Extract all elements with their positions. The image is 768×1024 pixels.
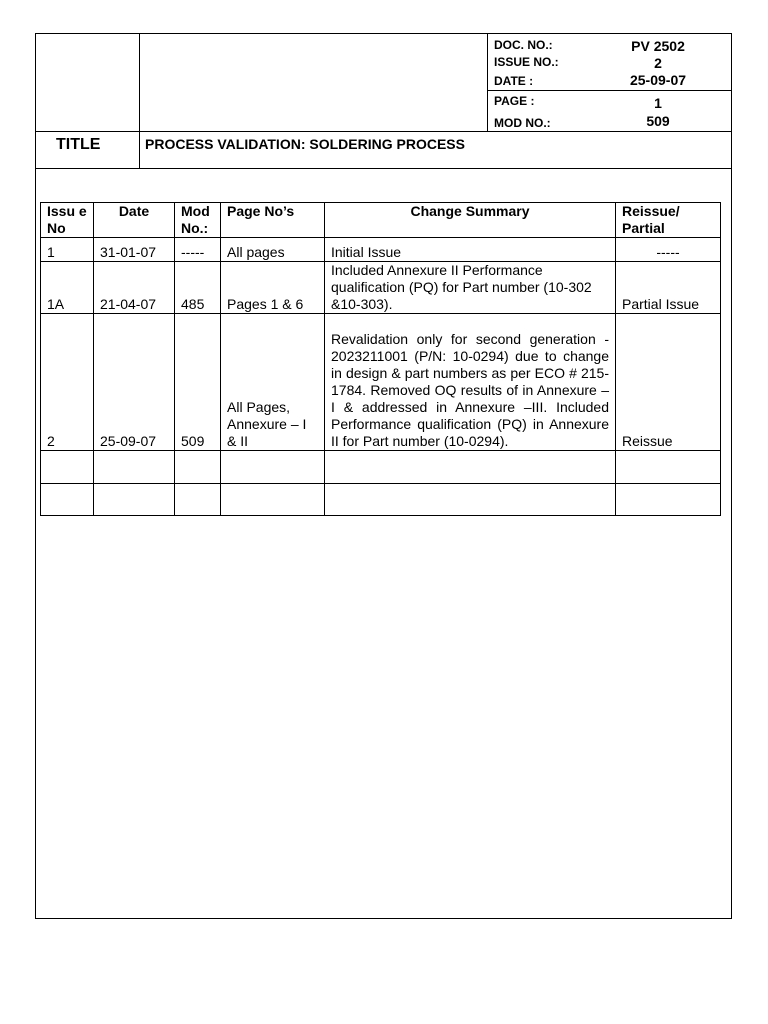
mod-no-cell [175, 451, 221, 484]
page-value: 1 [654, 95, 662, 111]
header-divider [585, 90, 732, 91]
table-row [41, 314, 721, 451]
column-header: Mod No.: [175, 203, 221, 238]
reissue-partial-cell: Reissue [616, 314, 721, 451]
header-divider [139, 33, 140, 168]
reissue-partial-cell: Partial Issue [616, 262, 721, 314]
table-row [41, 484, 721, 516]
mod-no-cell: 509 [175, 314, 221, 451]
mod-no-value: 509 [646, 113, 670, 129]
page-nos-cell [221, 451, 325, 484]
table-row [41, 451, 721, 484]
reissue-partial-cell [616, 484, 721, 516]
column-header: Date [94, 203, 175, 238]
column-header: Issu e No [41, 203, 94, 238]
date-label: DATE : [494, 74, 534, 88]
title-label: TITLE [56, 136, 101, 153]
doc-no-label: DOC. NO.: [494, 38, 553, 52]
issue-no-cell: 1 [41, 238, 94, 262]
revision-history-table [40, 202, 721, 516]
issue-no-cell: 2 [41, 314, 94, 451]
reissue-partial-cell: ----- [616, 238, 721, 262]
change-summary-cell: Initial Issue [325, 238, 616, 262]
date-cell [94, 451, 175, 484]
header-divider [487, 33, 488, 131]
change-summary-cell: Included Annexure II Performance qualification (PQ) for Part number (10-302 &10-303). [325, 262, 616, 314]
page-nos-cell: Pages 1 & 6 [221, 262, 325, 314]
issue-no-cell [41, 484, 94, 516]
issue-no-value: 2 [654, 55, 662, 71]
page-nos-cell: All pages [221, 238, 325, 262]
table-row [41, 238, 721, 262]
date-cell: 21-04-07 [94, 262, 175, 314]
mod-no-label: MOD NO.: [494, 116, 551, 130]
column-header: Reissue/ Partial [616, 203, 721, 238]
mod-no-cell: 485 [175, 262, 221, 314]
change-summary-cell [325, 451, 616, 484]
date-cell: 31-01-07 [94, 238, 175, 262]
column-header: Change Summary [325, 203, 616, 238]
mod-no-cell: ----- [175, 238, 221, 262]
date-value: 25-09-07 [629, 72, 687, 88]
date-cell: 25-09-07 [94, 314, 175, 451]
page-nos-cell: All Pages, Annexure – I & II [221, 314, 325, 451]
reissue-partial-cell [616, 451, 721, 484]
change-summary-cell: Revalidation only for second generation - 2023211001 (P/N: 10-0294) due to change in design & part numbers as per ECO # 215-1784. Removed OQ results of in Annexure – I & addressed in Annexure –III. Included Performance qualification (PQ) in Annexure II for Part number (10-0294). [325, 314, 616, 451]
issue-no-cell: 1A [41, 262, 94, 314]
page-nos-cell [221, 484, 325, 516]
issue-no-cell [41, 451, 94, 484]
header-divider [35, 168, 732, 169]
document-title: PROCESS VALIDATION: SOLDERING PROCESS [145, 136, 465, 152]
doc-no-value: PV 2502 [631, 38, 685, 54]
issue-no-label: ISSUE NO.: [494, 55, 559, 69]
header-divider [35, 131, 732, 132]
mod-no-cell [175, 484, 221, 516]
table-row [41, 262, 721, 314]
column-header: Page No’s [221, 203, 325, 238]
table-header-row [41, 203, 721, 238]
page-label: PAGE : [494, 94, 535, 108]
change-summary-cell [325, 484, 616, 516]
date-cell [94, 484, 175, 516]
